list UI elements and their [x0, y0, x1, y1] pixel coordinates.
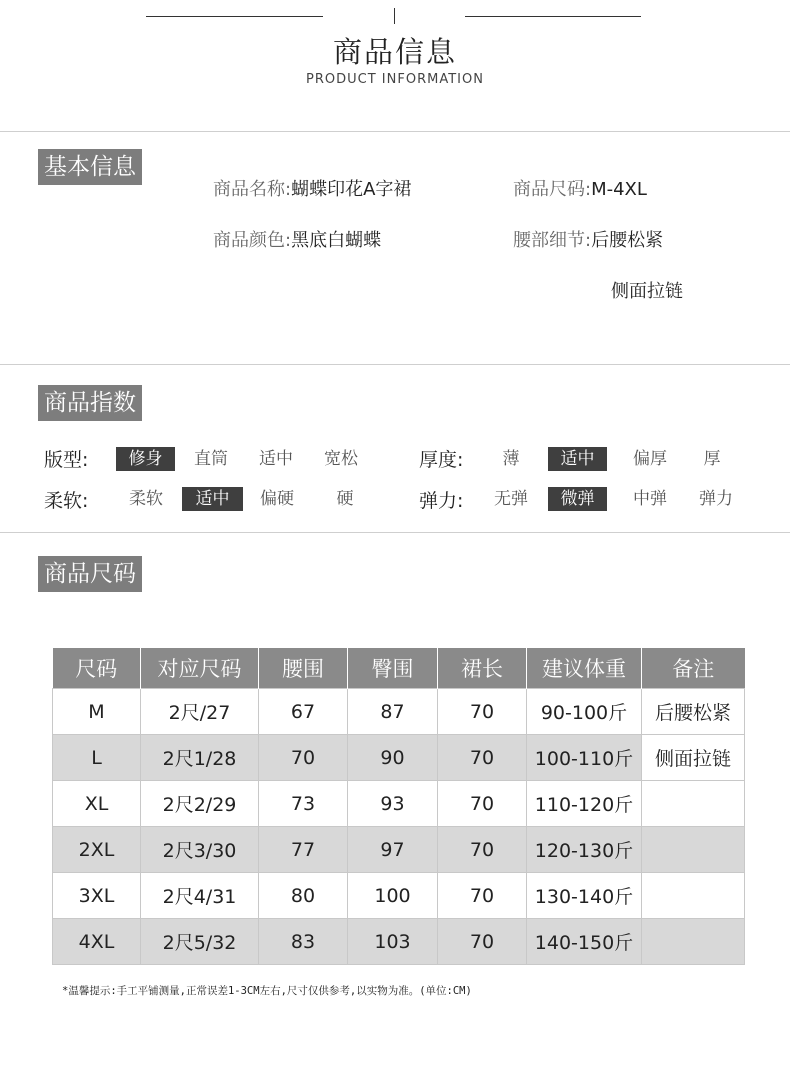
fit-option-medium: 适中 — [259, 449, 293, 469]
fit-option-straight: 直筒 — [194, 449, 228, 469]
cell-length: 70 — [438, 873, 527, 919]
cell-equivalent: 2尺2/29 — [141, 781, 259, 827]
softness-label: 柔软: — [44, 490, 89, 512]
cell-weight: 100-110斤 — [527, 735, 642, 781]
waist-detail-value-2: 侧面拉链 — [611, 281, 683, 302]
cell-hip: 90 — [348, 735, 438, 781]
cell-waist: 83 — [259, 919, 348, 965]
header-weight: 建议体重 — [527, 648, 642, 689]
fit-option-slim: 修身 — [116, 447, 175, 471]
cell-weight: 110-120斤 — [527, 781, 642, 827]
cell-length: 70 — [438, 919, 527, 965]
footnote: *温馨提示:手工平铺测量,正常误差1-3CM左右,尺寸仅供参考,以实物为准。(单位:CM) — [62, 985, 472, 997]
softness-option-stiffish: 偏硬 — [260, 489, 294, 509]
cell-hip: 97 — [348, 827, 438, 873]
cell-weight: 140-150斤 — [527, 919, 642, 965]
thickness-option-thick: 厚 — [703, 449, 721, 469]
thickness-option-medium: 适中 — [548, 447, 607, 471]
header-hip: 臀围 — [348, 648, 438, 689]
elasticity-option-medium: 中弹 — [633, 489, 667, 509]
product-size-value: M-4XL — [591, 179, 647, 200]
cell-equivalent: 2尺/27 — [141, 689, 259, 735]
cell-weight: 90-100斤 — [527, 689, 642, 735]
divider — [0, 532, 790, 533]
product-name-row — [213, 175, 411, 201]
cell-notes — [642, 919, 745, 965]
cell-weight: 120-130斤 — [527, 827, 642, 873]
cell-notes — [642, 781, 745, 827]
waist-detail-extra — [611, 277, 683, 303]
section-index-label: 商品指数 — [38, 385, 142, 421]
cell-length: 70 — [438, 689, 527, 735]
softness-option-stiff: 硬 — [336, 489, 354, 509]
divider — [0, 131, 790, 132]
cell-length: 70 — [438, 735, 527, 781]
product-color-value: 黑底白蝴蝶 — [291, 230, 382, 251]
cell-length: 70 — [438, 781, 527, 827]
cell-waist: 80 — [259, 873, 348, 919]
header-tick — [394, 8, 395, 24]
elasticity-option-high: 弹力 — [699, 489, 733, 509]
product-name-value: 蝴蝶印花A字裙 — [291, 179, 412, 200]
product-color-key: 商品颜色: — [213, 230, 292, 251]
header-waist: 腰围 — [259, 648, 348, 689]
cell-equivalent: 2尺3/30 — [141, 827, 259, 873]
cell-hip: 100 — [348, 873, 438, 919]
cell-size: L — [53, 735, 141, 781]
softness-option-soft: 柔软 — [129, 489, 163, 509]
cell-notes — [642, 827, 745, 873]
cell-size: 2XL — [53, 827, 141, 873]
cell-equivalent: 2尺1/28 — [141, 735, 259, 781]
fit-option-loose: 宽松 — [324, 449, 358, 469]
cell-notes — [642, 873, 745, 919]
thickness-label: 厚度: — [419, 449, 464, 471]
table-row — [53, 919, 745, 965]
header-line-right — [465, 16, 641, 17]
product-color-row — [213, 226, 381, 252]
header-length: 裙长 — [438, 648, 527, 689]
cell-size: M — [53, 689, 141, 735]
table-row — [53, 827, 745, 873]
cell-notes: 后腰松紧 — [642, 689, 745, 735]
section-size-label: 商品尺码 — [38, 556, 142, 592]
cell-length: 70 — [438, 827, 527, 873]
header-notes: 备注 — [642, 648, 745, 689]
waist-detail-value: 后腰松紧 — [591, 230, 664, 251]
size-table-header — [53, 648, 745, 689]
size-table — [52, 648, 745, 965]
header-size: 尺码 — [53, 648, 141, 689]
elasticity-option-none: 无弹 — [494, 489, 528, 509]
cell-waist: 70 — [259, 735, 348, 781]
cell-size: XL — [53, 781, 141, 827]
table-row — [53, 689, 745, 735]
table-row — [53, 735, 745, 781]
section-basic-label: 基本信息 — [38, 149, 142, 185]
cell-notes: 侧面拉链 — [642, 735, 745, 781]
cell-waist: 77 — [259, 827, 348, 873]
table-row — [53, 873, 745, 919]
cell-waist: 73 — [259, 781, 348, 827]
cell-size: 3XL — [53, 873, 141, 919]
table-row — [53, 781, 745, 827]
header-equivalent-size: 对应尺码 — [141, 648, 259, 689]
product-size-row — [513, 175, 647, 201]
waist-detail-key: 腰部细节: — [513, 230, 592, 251]
softness-option-medium: 适中 — [182, 487, 243, 511]
thickness-option-thin: 薄 — [502, 449, 520, 469]
cell-waist: 67 — [259, 689, 348, 735]
page-title: 商品信息 — [332, 35, 457, 69]
cell-size: 4XL — [53, 919, 141, 965]
cell-hip: 87 — [348, 689, 438, 735]
product-size-key: 商品尺码: — [513, 179, 592, 200]
product-name-key: 商品名称: — [213, 179, 292, 200]
cell-hip: 103 — [348, 919, 438, 965]
elasticity-label: 弹力: — [419, 490, 464, 512]
waist-detail-row — [513, 226, 663, 252]
page-subtitle: PRODUCT INFORMATION — [306, 72, 484, 87]
cell-hip: 93 — [348, 781, 438, 827]
cell-equivalent: 2尺4/31 — [141, 873, 259, 919]
thickness-option-thickish: 偏厚 — [633, 449, 667, 469]
cell-equivalent: 2尺5/32 — [141, 919, 259, 965]
header-line-left — [146, 16, 323, 17]
cell-weight: 130-140斤 — [527, 873, 642, 919]
elasticity-option-slight: 微弹 — [548, 487, 607, 511]
fit-label: 版型: — [44, 449, 89, 471]
divider — [0, 364, 790, 365]
